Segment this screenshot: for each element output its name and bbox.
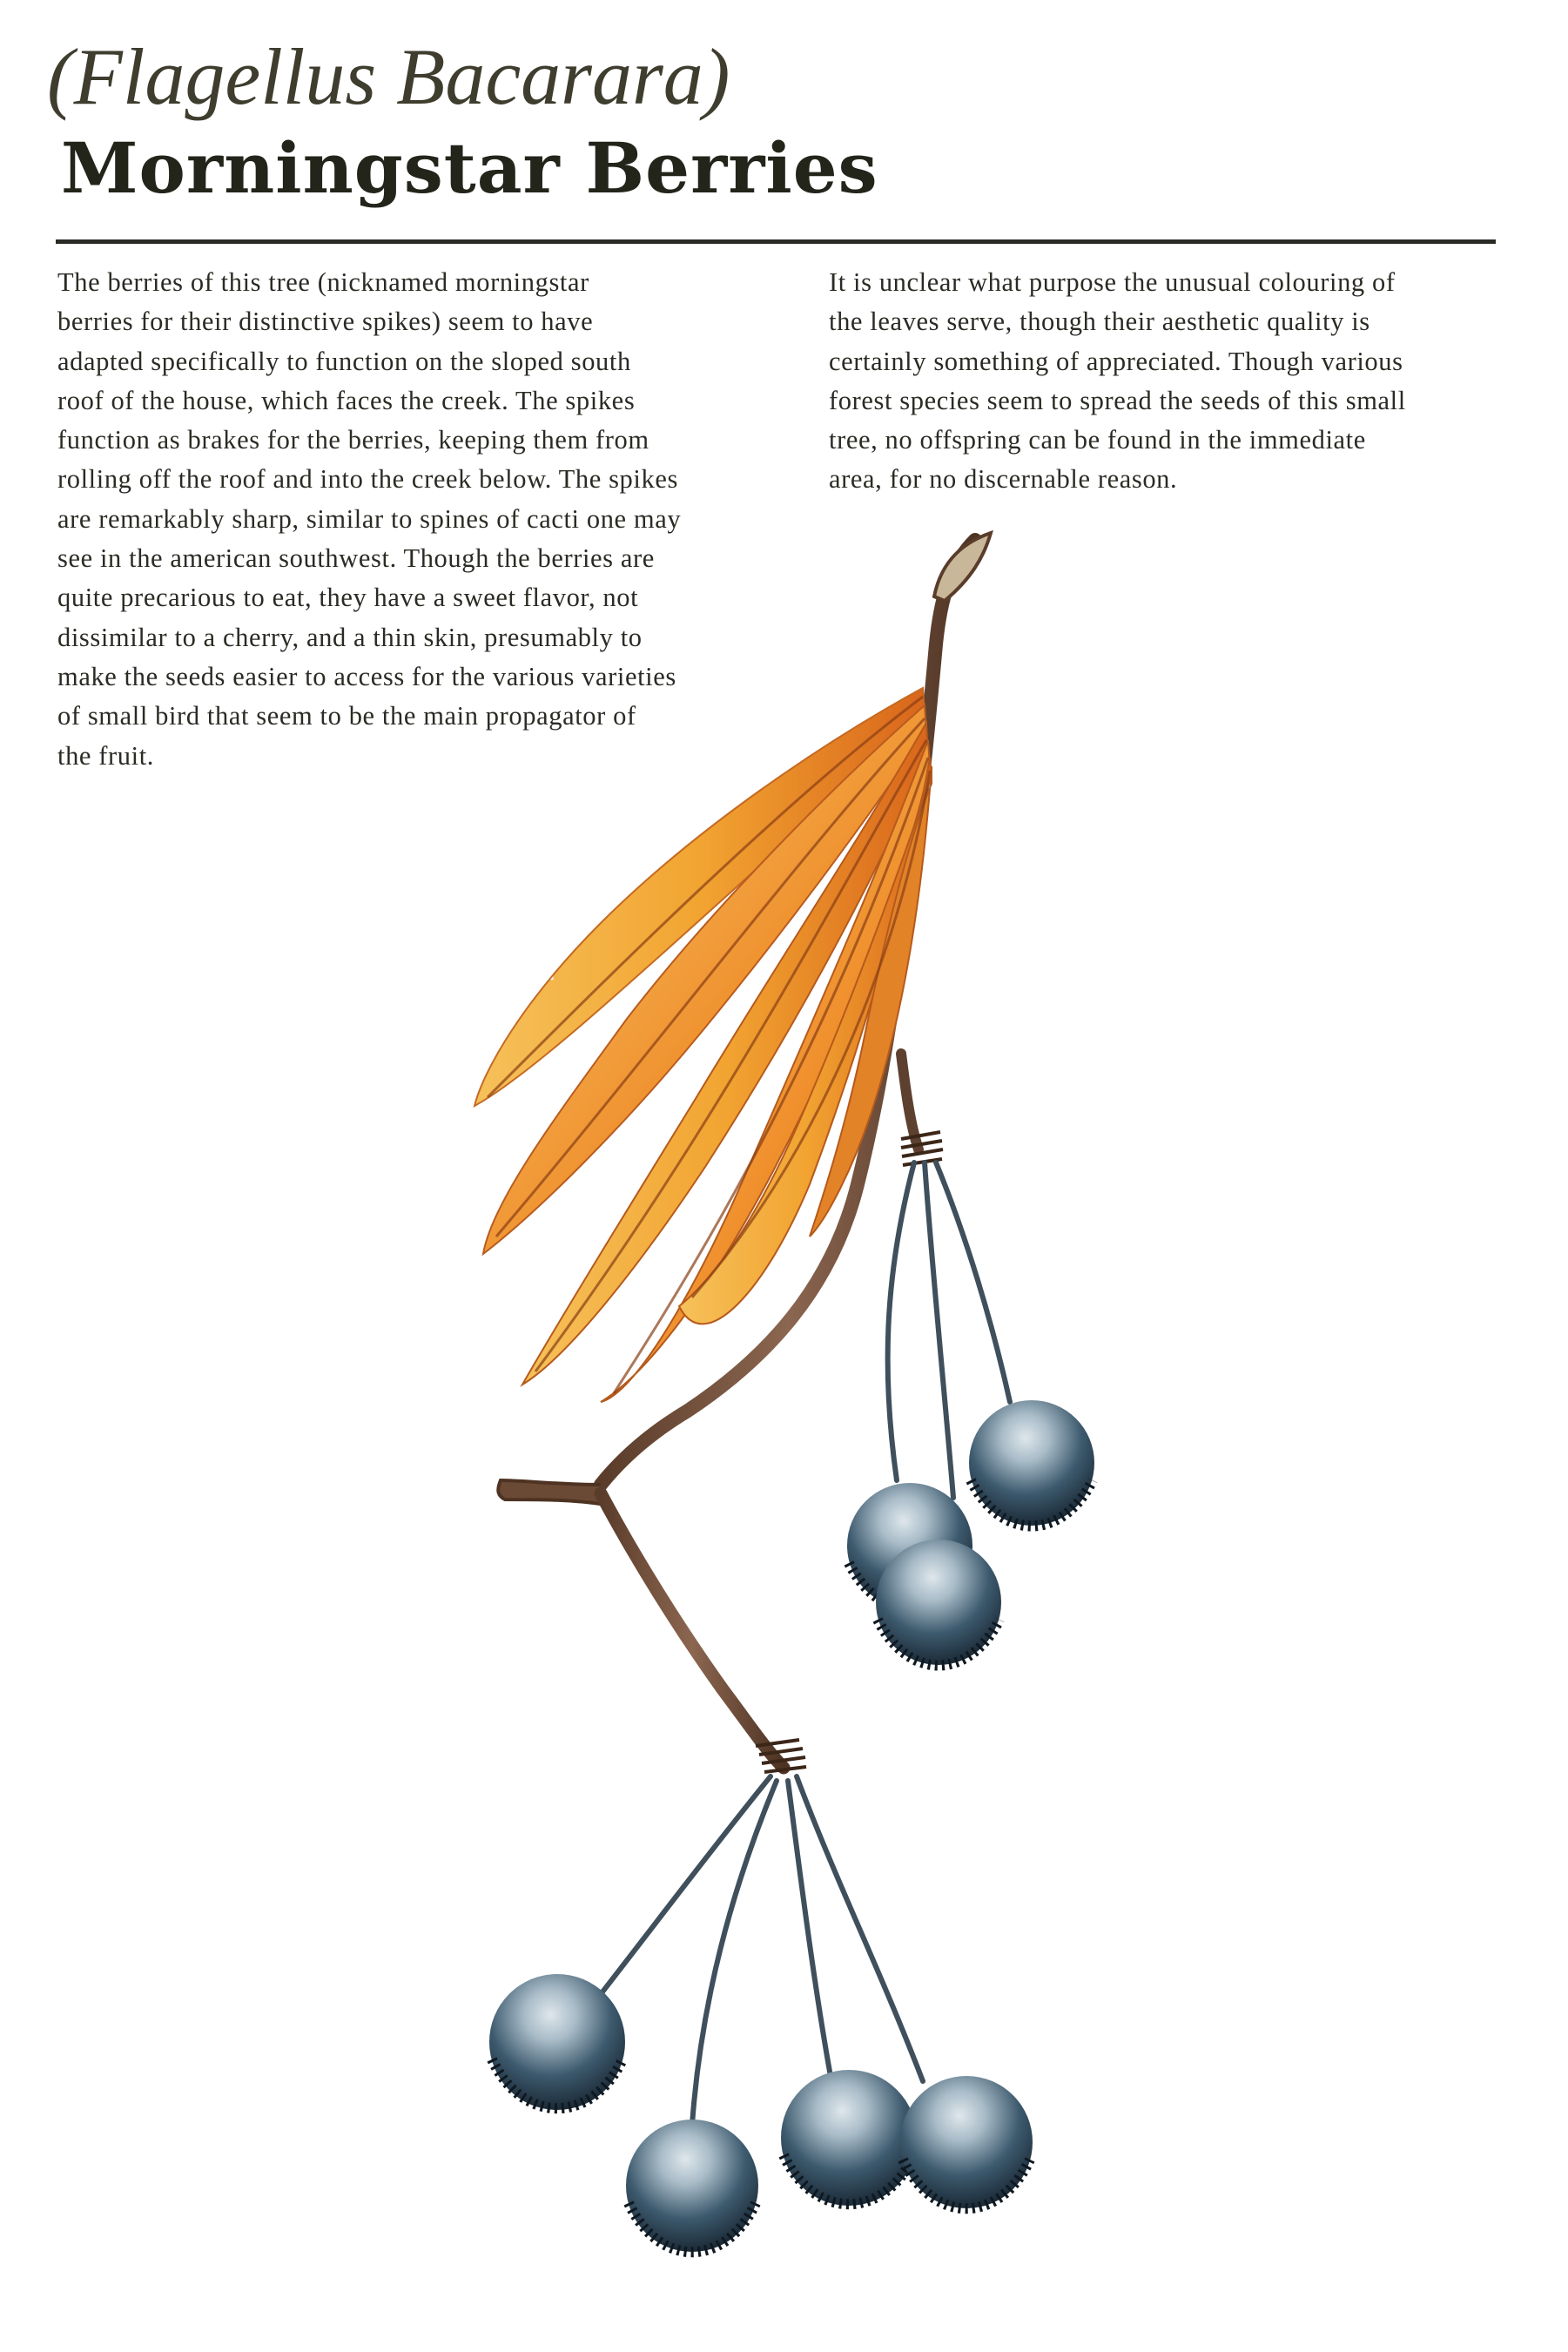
berry [876, 1540, 1001, 1666]
leaf-fan [474, 688, 932, 1402]
text-line: the fruit. [57, 740, 155, 771]
text-line: function as brakes for the berries, keeping them from [57, 425, 649, 455]
berry [626, 2119, 758, 2252]
text-line: tree, no offspring can be found in the immediate [829, 425, 1366, 455]
text-line: roof of the house, which faces the creek. The spikes [57, 385, 636, 415]
text-line: area, for no discernable reason. [829, 464, 1178, 495]
berry-cluster-lower [489, 1974, 1033, 2252]
page-title: Morningstar Berries [61, 127, 878, 209]
text-line: the leaves serve, though their aesthetic quality is [829, 307, 1370, 337]
text-line: certainly something of appreciated. Though various [829, 346, 1403, 376]
text-line: It is unclear what purpose the unusual colouring of [829, 267, 1396, 297]
text-line: see in the american southwest. Though the berries are [57, 543, 655, 574]
berry-cluster-upper [847, 1400, 1094, 1666]
text-line: dissimilar to a cherry, and a thin skin, presumably to [57, 622, 643, 652]
text-line: The berries of this tree (nicknamed morningstar [57, 267, 589, 297]
text-line: of small bird that seem to be the main propagator of [57, 701, 636, 731]
berry [781, 2070, 917, 2206]
text-line: adapted specifically to function on the sloped south [57, 346, 631, 376]
berry [900, 2076, 1033, 2208]
text-line: rolling off the roof and into the creek below. The spikes [57, 464, 678, 495]
berry [969, 1400, 1094, 1526]
scientific-name: (Flagellus Bacarara) [47, 32, 730, 121]
text-line: are remarkably sharp, similar to spines of cacti one may [57, 503, 682, 534]
text-line: make the seeds easier to access for the various varieties [57, 661, 676, 691]
text-line: forest species seem to spread the seeds of this small [829, 385, 1406, 415]
berry [489, 1974, 625, 2110]
text-line: quite precarious to eat, they have a sweet flavor, not [57, 583, 639, 613]
text-line: berries for their distinctive spikes) seem to have [57, 307, 594, 337]
